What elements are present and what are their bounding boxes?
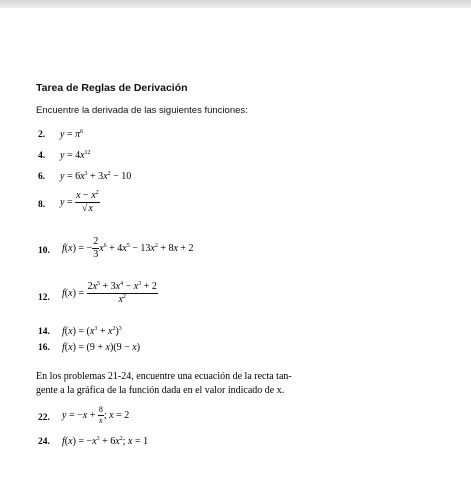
problem-expression: y = −x + $\frac{8}{x}$ ; x = 2 bbox=[62, 405, 130, 425]
problem-number: 24. bbox=[38, 437, 50, 447]
problem-number: 6. bbox=[38, 172, 46, 182]
problem-expression: y = $\frac{x - x^2}{√x}$ bbox=[60, 190, 99, 214]
viewer-top-bar bbox=[0, 0, 471, 8]
tangent-instructions-line2: gente a la gráfica de la función dada en el valor indicado de x. bbox=[36, 385, 285, 396]
problem-number: 16. bbox=[38, 343, 50, 353]
problem-expression: f(x) = − $\frac{2}{3}$ $x^6 + 4x^5 - 13x^2 + 8x + 2$ bbox=[62, 236, 194, 260]
tangent-instructions-line1: En los problemas 21-24, encuentre una ecuación de la recta tan- bbox=[36, 371, 292, 382]
problem-expression: f(x) = (9 + x)(9 − x) bbox=[62, 342, 141, 353]
instruction-text: Encuentre la derivada de las siguientes funciones: bbox=[36, 105, 248, 116]
document-page bbox=[0, 8, 471, 498]
problem-number: 8. bbox=[38, 200, 46, 210]
problem-expression: $y = \pi^6$ bbox=[60, 129, 84, 140]
problem-number: 22. bbox=[38, 413, 50, 423]
problem-expression: $f(x) = (x^3 + x^2)^3$ bbox=[62, 326, 122, 337]
problem-number: 4. bbox=[38, 151, 46, 161]
problem-number: 14. bbox=[38, 327, 50, 337]
document-title: Tarea de Reglas de Derivación bbox=[36, 82, 188, 94]
problem-number: 2. bbox=[38, 130, 46, 140]
problem-expression: $y = 6x^3 + 3x^2 - 10$ bbox=[60, 171, 132, 182]
problem-expression: f(x) = $\frac{2x^5 + 3x^4 - x^3 + 2}{x^2}$ bbox=[62, 281, 157, 305]
problem-expression: $f(x) = -x^3 + 6x^2$; x = 1 bbox=[62, 436, 149, 447]
problem-expression: $y = 4x^{12}$ bbox=[60, 150, 91, 161]
problem-number: 10. bbox=[38, 246, 50, 256]
problem-number: 12. bbox=[38, 293, 50, 303]
